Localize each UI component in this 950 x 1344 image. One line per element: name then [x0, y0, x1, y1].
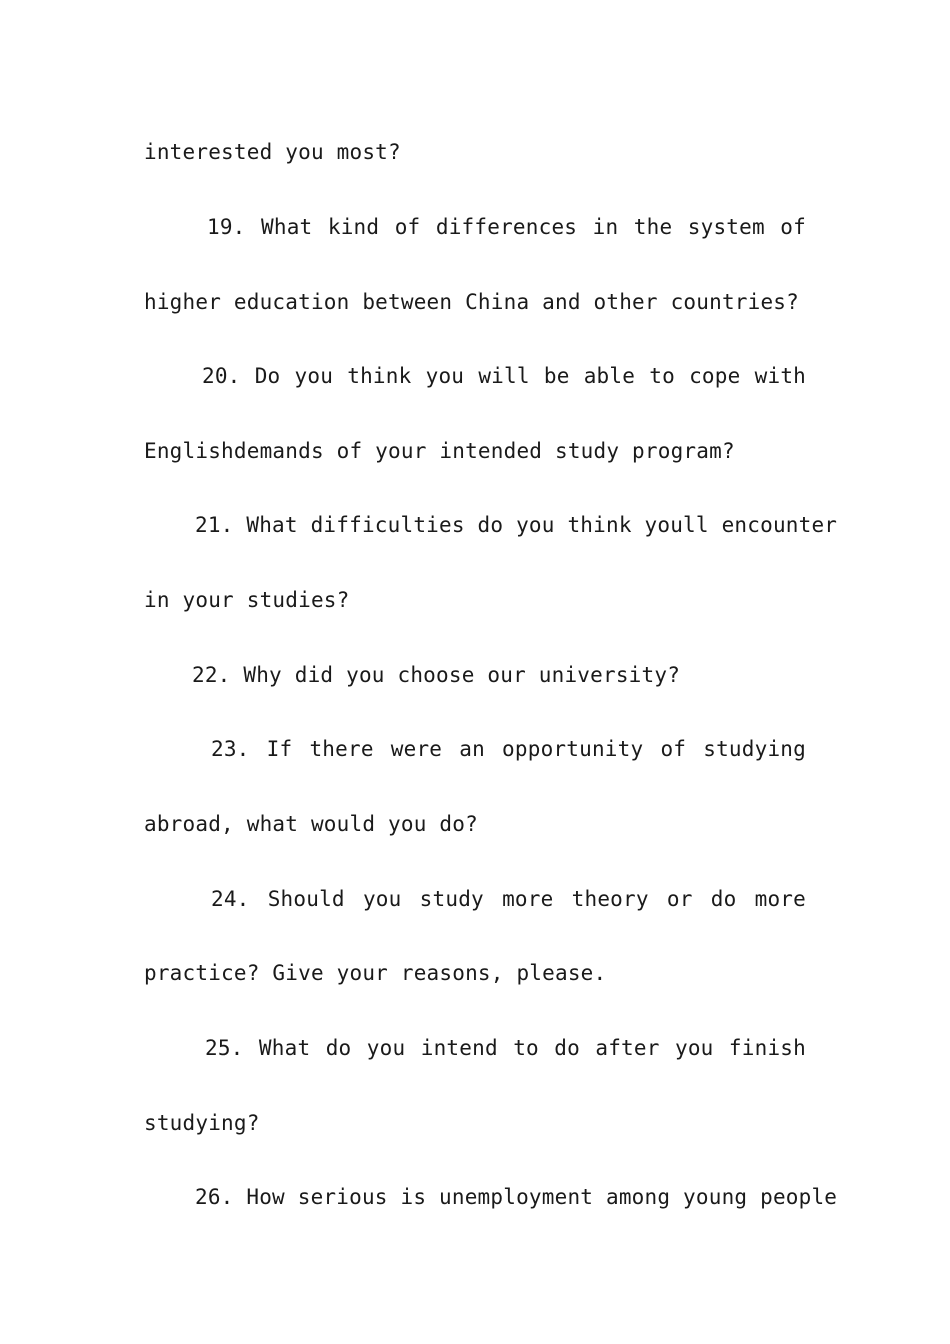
question-21-line-1: 21. What difficulties do you think youll encounter: [195, 513, 838, 537]
question-23-line-2: abroad, what would you do?: [144, 812, 478, 836]
question-26-line-1: 26. How serious is unemployment among young people: [195, 1185, 838, 1209]
question-23-line-1: 23. If there were an opportunity of studying: [211, 737, 806, 761]
question-20-line-2: Englishdemands of your intended study program?: [144, 439, 735, 463]
question-25-line-2: studying?: [144, 1111, 260, 1135]
question-25-line-1: 25. What do you intend to do after you finish: [205, 1036, 806, 1060]
question-19-line-1: 19. What kind of differences in the system of: [207, 215, 806, 239]
question-20-line-1: 20. Do you think you will be able to cope with: [202, 364, 806, 388]
question-19-line-2: higher education between China and other countries?: [144, 290, 799, 314]
question-24-line-2: practice? Give your reasons, please.: [144, 961, 607, 985]
question-22-line-1: 22. Why did you choose our university?: [192, 663, 681, 687]
question-24-line-1: 24. Should you study more theory or do more: [211, 887, 806, 911]
question-21-line-2: in your studies?: [144, 588, 350, 612]
text-line: interested you most?: [144, 140, 401, 164]
